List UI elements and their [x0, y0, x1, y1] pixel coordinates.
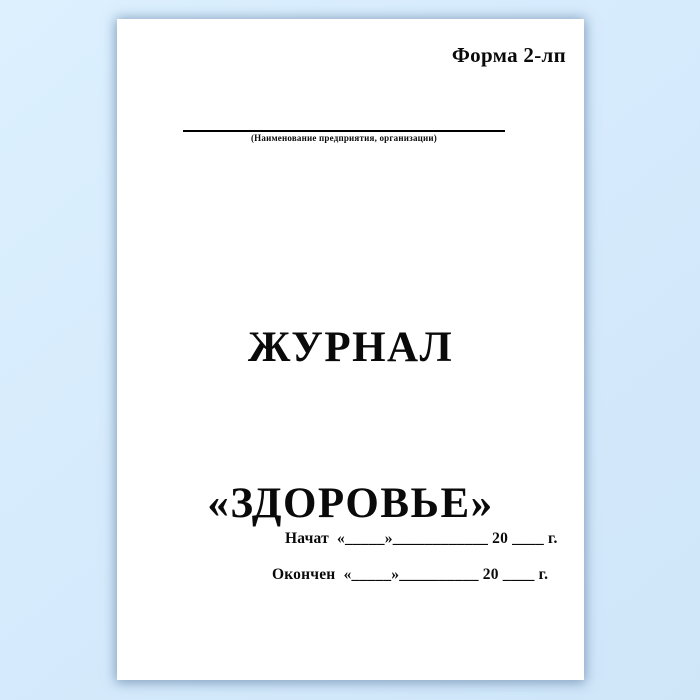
- organization-name-caption: (Наименование предприятия, организации): [250, 133, 438, 143]
- finished-date-line: Окончен «_____»__________ 20 ____ г.: [272, 566, 549, 583]
- form-number-label: Форма 2-лп: [451, 43, 566, 67]
- document-page: [117, 19, 584, 680]
- document-title-line1: ЖУРНАЛ: [247, 324, 454, 371]
- started-date-line: Начат «_____»____________ 20 ____ г.: [285, 530, 558, 547]
- document-title-line2: «ЗДОРОВЬЕ»: [207, 480, 494, 527]
- organization-name-block: [183, 130, 505, 143]
